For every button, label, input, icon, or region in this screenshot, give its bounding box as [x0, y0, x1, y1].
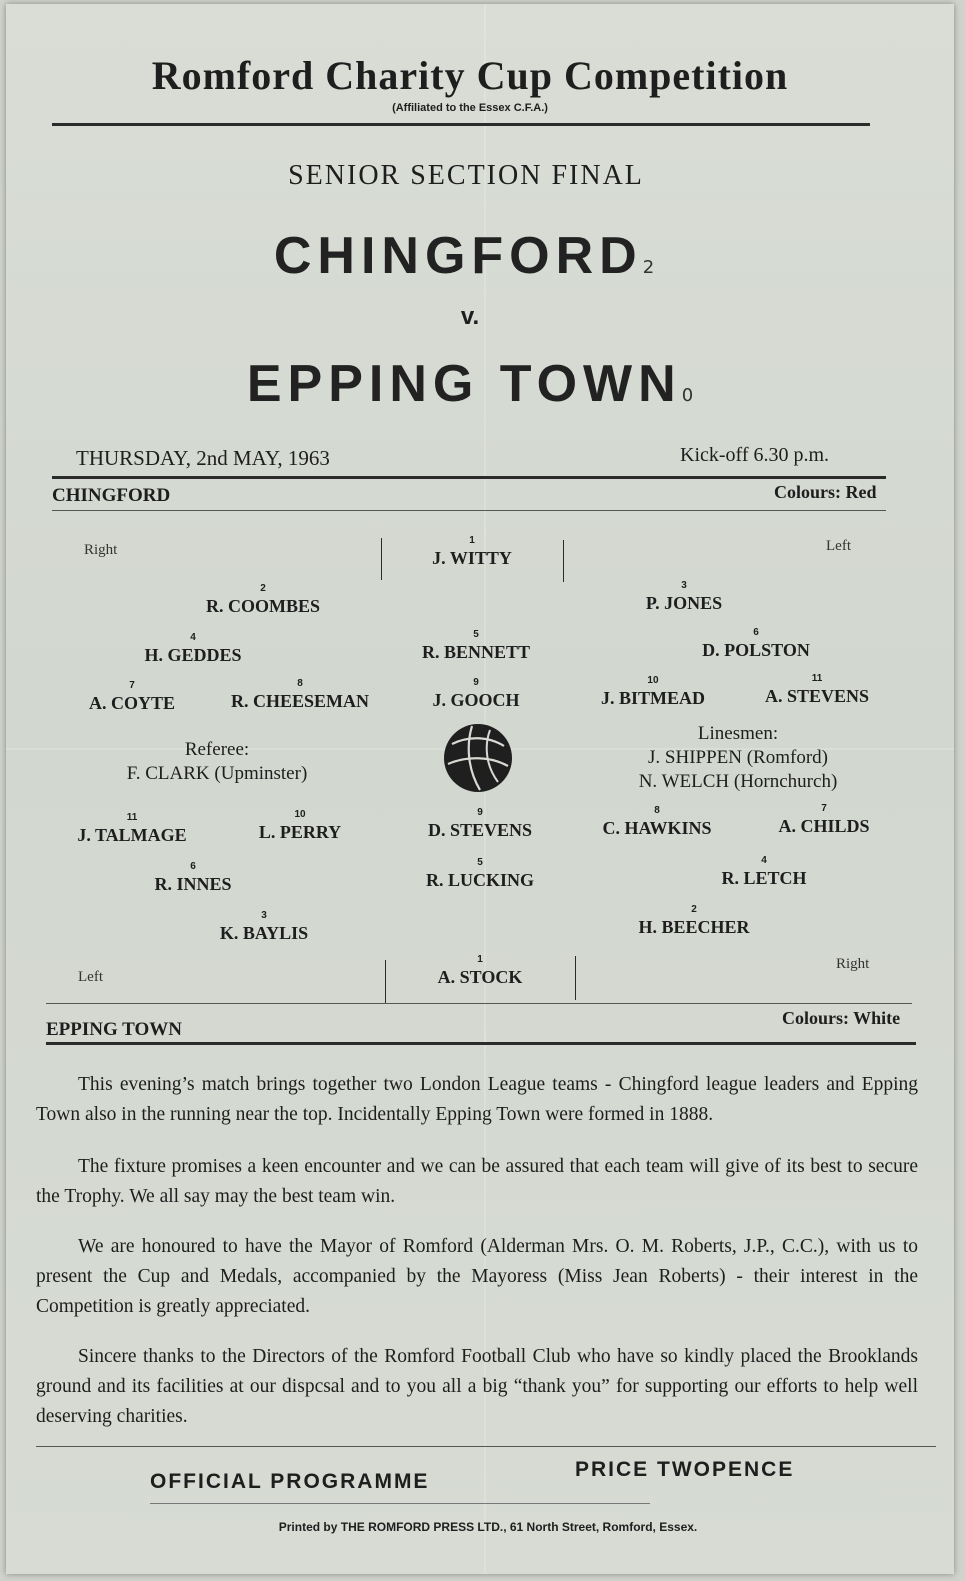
- away-player-10: 10 L. PERRY: [258, 809, 342, 842]
- away-colours: Colours: White: [782, 1008, 901, 1028]
- home-team-heading: [274, 226, 654, 286]
- home-goal-post-left: [381, 538, 382, 580]
- away-player-3: 3 K. BAYLIS: [219, 910, 309, 943]
- linesman-2: N. WELCH (Hornchurch): [638, 771, 838, 792]
- date-rule: [52, 476, 886, 479]
- linesmen-label: Linesmen:: [697, 723, 779, 744]
- home-score-note: 2: [642, 257, 655, 278]
- thanks-paragraph: Sincere thanks to the Directors of the Romford Football Club who have so kindly placed the Brooklands ground and its facilities at our dispcsal and to you all a big “thank you” for supporting our efforts to help well deserving charities.: [36, 1346, 918, 1427]
- title-rule: [52, 123, 870, 126]
- match-date: THURSDAY, 2nd MAY, 1963: [76, 446, 330, 470]
- away-player-11: 11 J. TALMAGE: [77, 812, 187, 845]
- linesman-1: J. SHIPPEN (Romford): [648, 747, 828, 768]
- home-team-label: CHINGFORD: [52, 485, 171, 506]
- home-colours: Colours: Red: [774, 482, 877, 502]
- footer-bottom-rule: [150, 1503, 650, 1504]
- mayor-paragraph: We are honoured to have the Mayor of Romford (Alderman Mrs. O. M. Roberts, J.P., C.C.), with us to present the Cup and Medals, accompanied by the Mayoress (Miss Jean Roberts) - their interest in the Competition is greatly appreciated.: [36, 1236, 918, 1317]
- away-player-2: 2 H. BEECHER: [638, 904, 750, 937]
- away-player-8: 8 C. HAWKINS: [602, 805, 712, 838]
- away-player-6: 6 R. INNES: [154, 861, 232, 894]
- home-player-4: 4 H. GEDDES: [144, 632, 242, 665]
- home-player-9: 9 J. GOOCH: [432, 677, 520, 710]
- affiliation-note: (Affiliated to the Essex C.F.A.): [392, 102, 548, 114]
- away-goal-post-left: [385, 960, 386, 1004]
- away-player-5: 5 R. LUCKING: [425, 857, 535, 890]
- home-team-name: CHINGFORD: [273, 227, 643, 285]
- home-player-8: 8 R. CHEESEMAN: [230, 678, 370, 711]
- home-header-rule: [52, 510, 886, 511]
- home-player-5: 5 R. BENNETT: [421, 629, 531, 662]
- home-player-11: 11 A. STEVENS: [764, 673, 870, 706]
- referee-name: F. CLARK (Upminster): [126, 763, 308, 784]
- away-side-left: Left: [78, 969, 103, 985]
- away-player-7: 7 A. CHILDS: [778, 803, 870, 836]
- printer-credit: Printed by THE ROMFORD PRESS LTD., 61 North Street, Romford, Essex.: [278, 1520, 698, 1534]
- away-header-rule: [46, 1003, 912, 1004]
- official-programme: OFFICIAL PROGRAMME: [150, 1470, 430, 1493]
- home-player-3: 3 P. JONES: [645, 580, 723, 613]
- home-side-left: Left: [826, 538, 851, 554]
- intro-paragraph: This evening’s match brings together two London League teams - Chingford league leaders and Epping Town also in the running near the top. Incidentally Epping Town were formed in 1888.: [36, 1074, 918, 1125]
- linesmen-block: [639, 722, 838, 794]
- away-goal-post-right: [575, 956, 576, 1000]
- football-icon: [442, 722, 514, 794]
- page-title: Romford Charity Cup Competition: [151, 53, 789, 98]
- referee-label: Referee:: [184, 739, 250, 760]
- away-team-label: EPPING TOWN: [46, 1019, 183, 1040]
- away-team-name: EPPING TOWN: [246, 355, 682, 413]
- footer-top-rule: [36, 1446, 936, 1447]
- home-player-2: 2 R. COOMBES: [205, 583, 321, 616]
- away-player-1: 1 A. STOCK: [437, 954, 523, 987]
- home-side-right: Right: [84, 542, 118, 558]
- away-team-heading: [247, 354, 693, 414]
- away-side-right: Right: [836, 956, 870, 972]
- away-bottom-rule: [46, 1042, 916, 1045]
- versus-label: v.: [460, 303, 480, 330]
- home-goal-post-right: [563, 540, 564, 582]
- away-player-4: 4 R. LETCH: [721, 855, 807, 888]
- referee-block: [127, 738, 308, 786]
- home-player-10: 10 J. BITMEAD: [600, 675, 706, 708]
- home-player-6: 6 D. POLSTON: [702, 627, 810, 660]
- away-score-note: 0: [681, 385, 694, 406]
- kickoff-time: Kick-off 6.30 p.m.: [680, 444, 830, 466]
- home-player-1: 1 J. WITTY: [432, 535, 512, 568]
- section-heading: SENIOR SECTION FINAL: [288, 160, 644, 191]
- home-player-7: 7 A. COYTE: [88, 680, 176, 713]
- price-label: PRICE TWOPENCE: [575, 1458, 795, 1481]
- fixture-paragraph: The fixture promises a keen encounter and we can be assured that each team will give of its best to secure the Trophy. We all say may the best team win.: [36, 1156, 918, 1207]
- away-player-9: 9 D. STEVENS: [427, 807, 533, 840]
